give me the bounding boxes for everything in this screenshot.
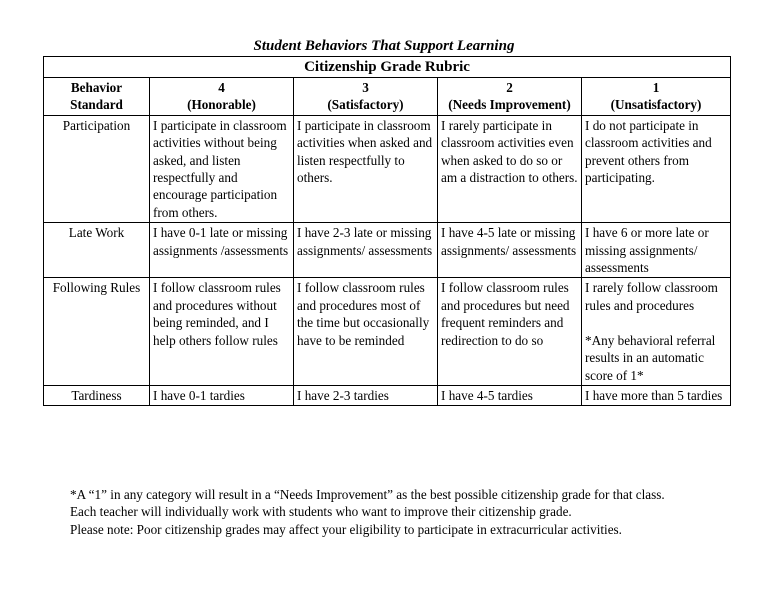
header-score: 1 <box>652 80 660 95</box>
behavior-standard: Following Rules <box>44 278 150 385</box>
behavior-standard: Tardiness <box>44 385 150 405</box>
rubric-cell: I have 4-5 tardies <box>438 385 582 405</box>
behavior-standard: Participation <box>44 115 150 222</box>
header-line: Behavior <box>70 80 123 95</box>
behavior-standard: Late Work <box>44 223 150 278</box>
footnote: Each teacher will individually work with students who want to improve their citizenship grade. <box>70 504 572 520</box>
rubric-cell: I rarely follow classroom rules and procedures *Any behavioral referral results in an automatic score of 1* <box>582 278 731 385</box>
footnote: Please note: Poor citizenship grades may affect your eligibility to participate in extracurricular activities. <box>70 521 622 537</box>
rubric-title: Citizenship Grade Rubric <box>44 57 731 78</box>
rubric-cell: I rarely participate in classroom activities even when asked to do so or am a distraction to others. <box>438 115 582 222</box>
rubric-cell: I participate in classroom activities when asked and listen respectfully to others. <box>294 115 438 222</box>
header-label: (Needs Improvement) <box>448 97 571 113</box>
header-score: 3 <box>362 80 369 95</box>
header-score: 4 <box>218 80 225 95</box>
table-row <box>44 385 731 405</box>
footnote: *A “1” in any category will result in a “Needs Improvement” as the best possible citizenship grade for that class. <box>70 487 665 502</box>
column-header-3 <box>294 78 438 116</box>
header-label: (Satisfactory) <box>327 97 404 113</box>
column-header-2 <box>438 78 582 116</box>
document-title: Student Behaviors That Support Learning <box>253 38 515 54</box>
header-label: (Unsatisfactory) <box>610 97 702 113</box>
rubric-cell: I follow classroom rules and procedures but need frequent reminders and redirection to do so <box>438 278 582 385</box>
header-score: 2 <box>506 80 513 95</box>
rubric-cell: I have 6 or more late or missing assignments/ assessments <box>582 223 731 278</box>
rubric-cell: I have 0-1 tardies <box>150 385 294 405</box>
rubric-cell: I do not participate in classroom activities and prevent others from participating. <box>582 115 731 222</box>
column-header-4 <box>150 78 294 116</box>
footnotes <box>70 486 760 538</box>
rubric-cell: I have 2-3 tardies <box>294 385 438 405</box>
rubric-cell: I participate in classroom activities without being asked, and listen respectfully and encourage participation from others. <box>150 115 294 222</box>
column-header-standard <box>44 78 150 116</box>
table-row <box>44 223 731 278</box>
rubric-cell: I have 0-1 late or missing assignments /assessments <box>150 223 294 278</box>
header-line: Standard <box>70 97 123 113</box>
rubric-cell: I have more than 5 tardies <box>582 385 731 405</box>
rubric-cell: I follow classroom rules and procedures without being reminded, and I help others follow rules <box>150 278 294 385</box>
rubric-caption-row <box>44 57 731 78</box>
rubric-cell: I have 2-3 late or missing assignments/ assessments <box>294 223 438 278</box>
table-row <box>44 115 731 222</box>
rubric-cell: I follow classroom rules and procedures most of the time but occasionally have to be reminded <box>294 278 438 385</box>
header-label: (Honorable) <box>187 97 256 113</box>
table-row <box>44 278 731 385</box>
header-row <box>44 78 731 116</box>
column-header-1 <box>582 78 731 116</box>
rubric-cell: I have 4-5 late or missing assignments/ assessments <box>438 223 582 278</box>
rubric-table <box>43 56 731 406</box>
